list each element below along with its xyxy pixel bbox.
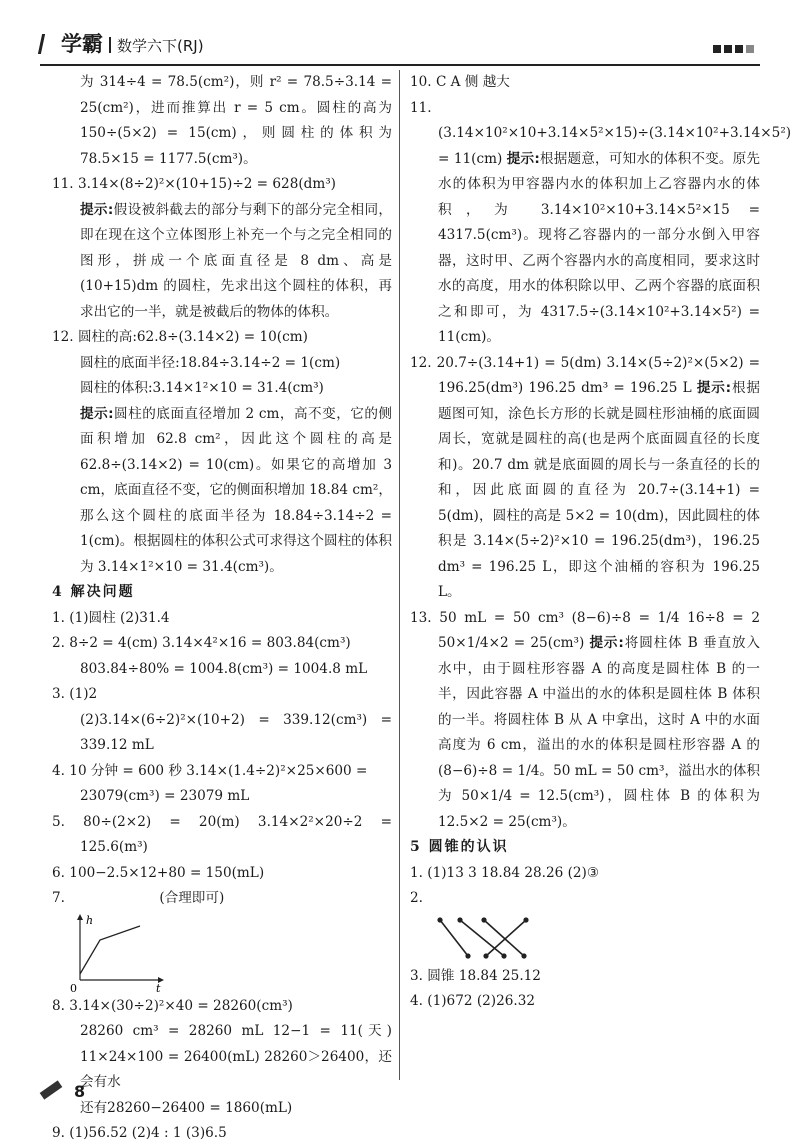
answer-10-continued: 为 314÷4 = 78.5(cm²)，则 r² = 78.5÷3.14 = 25(cm²)，进而推算出 r = 5 cm。圆柱的高为 150÷(5×2) = 15(cm)，则圆柱的体积为 78.5×15 = 1177.5(cm³)。 bbox=[80, 74, 392, 167]
solve-4-cont: 23079(cm³) = 23079 mL bbox=[80, 788, 250, 804]
page-header bbox=[40, 22, 760, 66]
origin-label: 0 bbox=[70, 981, 77, 992]
answer-r11-formula: 11. (3.14×10²×10+3.14×5²×15)÷(3.14×10²+3.14×5²) = 11(cm) bbox=[410, 99, 792, 167]
solve-8-result: 还有28260−26400 = 1860(mL) bbox=[80, 1099, 293, 1116]
solve-7 bbox=[52, 886, 392, 912]
solve-8: 8. 3.14×(30÷2)²×40 = 28260(cm³) bbox=[52, 997, 293, 1014]
solve-9: 9. (1)56.52 (2)4 : 1 (3)6.5 bbox=[52, 1125, 227, 1141]
hint-label: 提示: bbox=[589, 635, 624, 651]
answer-r11 bbox=[410, 96, 792, 351]
solve-2-cont: 803.84÷80% = 1004.8(cm³) = 1004.8 mL bbox=[80, 660, 368, 677]
header-separator bbox=[109, 37, 111, 53]
hint-label: 提示: bbox=[80, 201, 114, 218]
solve-8-cont: 28260 cm³ = 28260 mL 12−1 = 11(天) 11×24×100 = 26400(mL) 28260＞26400，还会有水 bbox=[80, 1023, 392, 1090]
hint-label: 提示: bbox=[506, 150, 540, 167]
matching-lines-figure bbox=[434, 916, 544, 960]
axis-label-t: t bbox=[156, 981, 161, 992]
solve-2: 2. 8÷2 = 4(cm) 3.14×4²×16 = 803.84(cm³) bbox=[52, 635, 351, 651]
solve-3: 3. (1)2 bbox=[52, 686, 98, 702]
pencil-icon bbox=[40, 1080, 63, 1099]
height-time-graph bbox=[66, 914, 166, 992]
answer-11-hint bbox=[52, 198, 392, 326]
solve-3-cont: (2)3.14×(6÷2)²×(10+2) = 339.12(cm³) = 339.12 mL bbox=[80, 711, 392, 753]
cone-2: 2. bbox=[410, 890, 423, 906]
answer-r10: 10. C A 侧 越大 bbox=[410, 74, 510, 90]
section-4-title: 4 解决问题 bbox=[52, 584, 135, 600]
decorative-squares bbox=[710, 38, 754, 57]
subject-title: 数学六下(RJ) bbox=[117, 37, 204, 55]
cone-4: 4. (1)672 (2)26.32 bbox=[410, 993, 535, 1009]
answer-r12 bbox=[410, 351, 760, 606]
hint-label: 提示: bbox=[696, 380, 732, 396]
solve-7-label: 7. bbox=[52, 890, 65, 906]
section-5-title: 5 圆锥的认识 bbox=[410, 839, 509, 855]
solve-4: 4. 10 分钟 = 600 秒 3.14×(1.4÷2)²×25×600 = bbox=[52, 762, 368, 779]
graduation-cap-icon bbox=[38, 34, 59, 54]
left-column bbox=[52, 70, 392, 1147]
hint-text: 假设被斜截去的部分与剩下的部分完全相同，即在现在这个立体图形上补充一个与之完全相同的图形，拼成一个底面直径是 8 dm、高是(10+15)dm 的圆柱，先求出这个圆柱的体积，再求出它的一半，就是被截后的物体的体积。 bbox=[80, 201, 393, 320]
page-number: 8 bbox=[74, 1082, 86, 1101]
solve-1: 1. (1)圆柱 (2)31.4 bbox=[52, 609, 170, 626]
answer-12-radius: 圆柱的底面半径:18.84÷3.14÷2 = 1(cm) bbox=[80, 354, 341, 371]
hint-label: 提示: bbox=[80, 405, 114, 422]
column-divider bbox=[399, 70, 400, 1080]
answer-12-height: 12. 圆柱的高:62.8÷(3.14×2) = 10(cm) bbox=[52, 329, 308, 345]
cone-3: 3. 圆锥 18.84 25.12 bbox=[410, 967, 541, 984]
solve-6: 6. 100−2.5×12+80 = 150(mL) bbox=[52, 864, 265, 881]
answer-r12-formula: 12. 20.7÷(3.14+1) = 5(dm) 3.14×(5÷2)²×(5×2) = 196.25(dm³) 196.25 dm³ = 196.25 L bbox=[410, 354, 760, 396]
solve-7-note: (合理即可) bbox=[159, 890, 225, 906]
answer-12-volume: 圆柱的体积:3.14×1²×10 = 31.4(cm³) bbox=[80, 380, 324, 396]
axis-label-h: h bbox=[86, 913, 94, 927]
brand-name: 学霸 bbox=[61, 32, 103, 56]
answer-11: 11. 3.14×(8÷2)²×(10+15)÷2 = 628(dm³) bbox=[52, 176, 336, 192]
answer-r13-formula: 13. 50 mL = 50 cm³ (8−6)÷8 = 1/4 16÷8 = 2 50×1/4×2 = 25(cm³) bbox=[410, 609, 760, 651]
right-column bbox=[410, 70, 792, 1015]
answer-12-hint bbox=[52, 402, 392, 581]
brand-logo bbox=[40, 28, 204, 58]
hint-text: 根据题意，可知水的体积不变。原先水的体积为甲容器内水的体积加上乙容器内水的体积，为 3.14×10²×10+3.14×5²×15 = 4317.5(cm³)。现将乙容器内的一部分水倒入甲容器，这时甲、乙两个容器内水的高度相同，要求这时水的高度，用水的体积除以甲、乙两个容器的底面积之和即可，为 4317.5÷(3.14×10²+3.14×5²) = 11(cm)。 bbox=[438, 150, 761, 345]
hint-text: 圆柱的底面直径增加 2 cm，高不变，它的侧面积增加 62.8 cm²，因此这个圆柱的高是 62.8÷(3.14×2) = 10(cm)。如果它的高增加 3 cm，底面直径不变，它的侧面积增加 18.84 cm²，那么这个圆柱的底面半径为 18.84÷3.14÷2 = 1(cm)。根据圆柱的体积公式可求得这个圆柱的体积为 3.14×1²×10 = 31.4(cm³)。 bbox=[80, 405, 392, 575]
cone-1: 1. (1)13 3 18.84 28.26 (2)③ bbox=[410, 864, 600, 881]
hint-text: 将圆柱体 B 垂直放入水中，由于圆柱形容器 A 的高度是圆柱体 B 的一半，因此容器 A 中溢出的水的体积是圆柱体 B 体积的一半。将圆柱体 B 从 A 中拿出，这时 A 中的水面高度为 6 cm，溢出的水的体积是圆柱形容器 A 的(8−6)÷8 = 1/4。50 mL = 50 cm³，溢出水的体积为 50×1/4 = 12.5(cm³)，圆柱体 B 的体积为 12.5×2 = 25(cm³)。 bbox=[438, 635, 760, 830]
answer-r13 bbox=[410, 606, 760, 836]
solve-5: 5. 80÷(2×2) = 20(m) 3.14×2²×20÷2 = 125.6(m³) bbox=[52, 813, 392, 855]
page-footer bbox=[40, 1082, 85, 1101]
hint-text: 根据题图可知，涂色长方形的长就是圆柱形油桶的底面圆周长，宽就是圆柱的高(也是两个底面圆直径的长度和)。20.7 dm 就是底面圆的周长与一条直径的长的和，因此底面圆的直径为 20.7÷(3.14+1) = 5(dm)，圆柱的高是 5×2 = 10(dm)，因此圆柱的体积是 3.14×(5÷2)²×10 = 196.25(dm³)，196.25 dm³ = 196.25 L，即这个油桶的容积为 196.25 L。 bbox=[438, 380, 760, 600]
